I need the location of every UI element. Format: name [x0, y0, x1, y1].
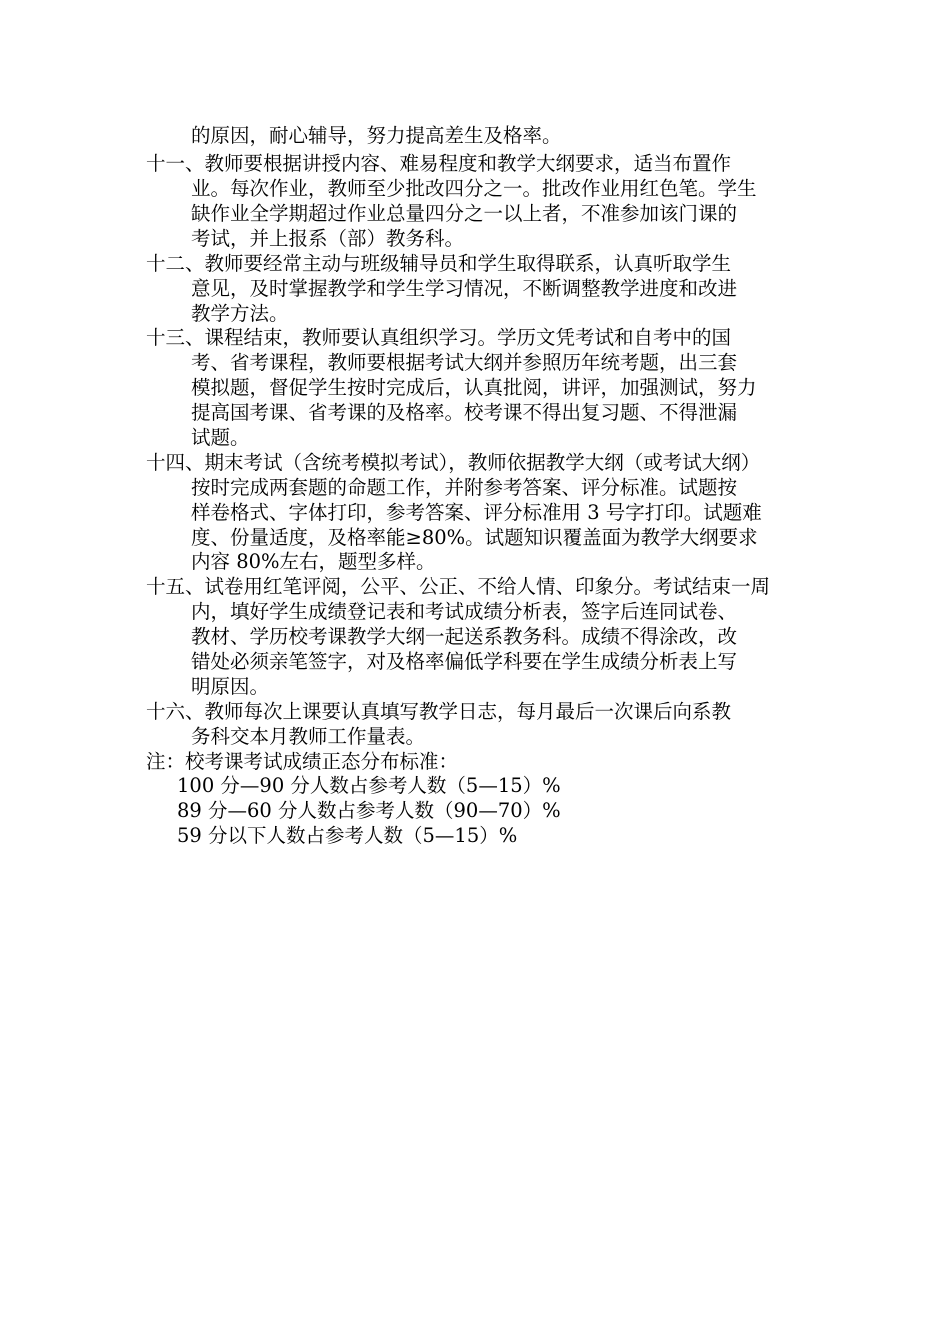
text-line: 的原因，耐心辅导，努力提高差生及格率。 — [191, 124, 562, 147]
text-line: 教材、学历校考课教学大纲一起送系教务科。成绩不得涂改，改 — [191, 625, 738, 648]
clause-16-heading: 十六、教师每次上课要认真填写教学日志，每月最后一次课后向系教 — [146, 700, 732, 723]
text-line: 考、省考课程，教师要根据考试大纲并参照历年统考题，出三套 — [191, 351, 738, 374]
clause-15-heading: 十五、试卷用红笔评阅，公平、公正、不给人情、印象分。考试结束一周 — [146, 575, 771, 598]
text-line: 模拟题，督促学生按时完成后，认真批阅，讲评，加强测试，努力 — [191, 376, 757, 399]
text-line: 度、份量适度，及格率能≥80%。试题知识覆盖面为教学大纲要求 — [191, 526, 758, 549]
text-line: 缺作业全学期超过作业总量四分之一以上者，不准参加该门课的 — [191, 202, 738, 225]
clause-11-heading: 十一、教师要根据讲授内容、难易程度和教学大纲要求，适当布置作 — [146, 152, 732, 175]
text-line: 样卷格式、字体打印，参考答案、评分标准用 3 号字打印。试题难 — [191, 501, 762, 524]
text-line: 错处必须亲笔签字，对及格率偏低学科要在学生成绩分析表上写 — [191, 650, 738, 673]
note-item: 89 分—60 分人数占参考人数（90—70）% — [177, 799, 561, 822]
text-line: 按时完成两套题的命题工作，并附参考答案、评分标准。试题按 — [191, 476, 738, 499]
text-line: 内，填好学生成绩登记表和考试成绩分析表，签字后连同试卷、 — [191, 600, 738, 623]
clause-13-heading: 十三、课程结束，教师要认真组织学习。学历文凭考试和自考中的国 — [146, 326, 732, 349]
text-line: 试题。 — [191, 426, 250, 449]
text-line: 意见，及时掌握教学和学生学习情况，不断调整教学进度和改进 — [191, 277, 738, 300]
text-line: 考试，并上报系（部）教务科。 — [191, 227, 465, 250]
clause-12-heading: 十二、教师要经常主动与班级辅导员和学生取得联系，认真听取学生 — [146, 252, 732, 275]
note-item: 59 分以下人数占参考人数（5—15）% — [177, 824, 518, 847]
note-item: 100 分—90 分人数占参考人数（5—15）% — [177, 774, 561, 797]
text-line: 提高国考课、省考课的及格率。校考课不得出复习题、不得泄漏 — [191, 401, 738, 424]
text-line: 内容 80%左右，题型多样。 — [191, 550, 436, 573]
text-line: 业。每次作业，教师至少批改四分之一。批改作业用红色笔。学生 — [191, 177, 757, 200]
clause-14-heading: 十四、期末考试（含统考模拟考试），教师依据教学大纲（或考试大纲） — [146, 451, 761, 474]
text-line: 明原因。 — [191, 675, 270, 698]
text-line: 务科交本月教师工作量表。 — [191, 725, 426, 748]
note-heading: 注：校考课考试成绩正态分布标准： — [146, 750, 459, 773]
text-line: 教学方法。 — [191, 302, 289, 325]
